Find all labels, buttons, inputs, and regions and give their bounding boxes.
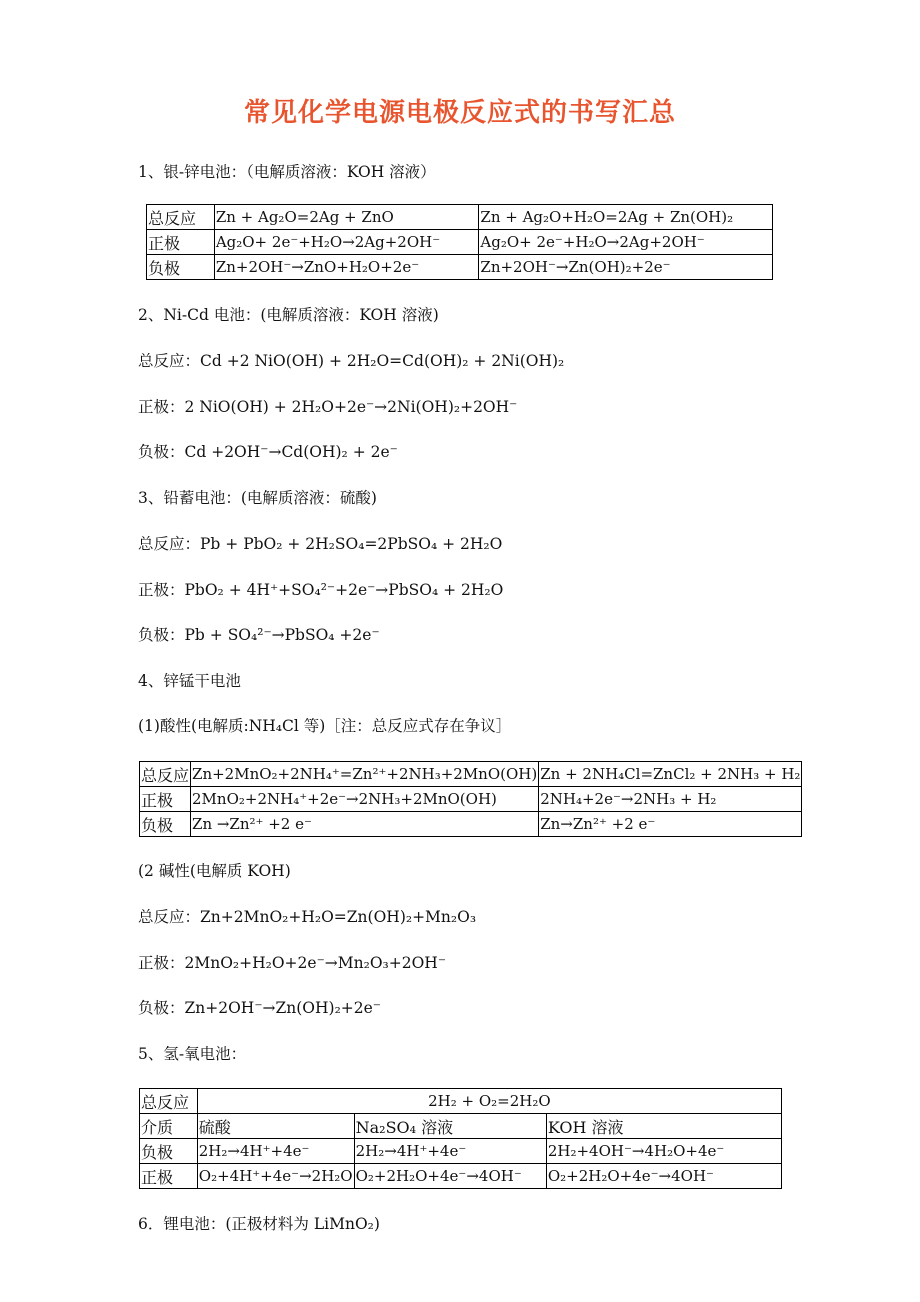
row-label: 总反应: [140, 1089, 198, 1114]
row-label: 总反应: [147, 205, 215, 230]
table-row: [140, 1114, 782, 1139]
cell: Zn→Zn²⁺ +2 e⁻: [539, 812, 802, 837]
cell: Zn →Zn²⁺ +2 e⁻: [191, 812, 539, 837]
cell: 2H₂→4H⁺+4e⁻: [197, 1139, 354, 1164]
row-label: 正极: [147, 230, 215, 255]
cell: O₂+2H₂O+4e⁻→4OH⁻: [546, 1164, 781, 1189]
zn-mn-acid-table: [139, 761, 802, 837]
s4-alkaline-heading: (2 碱性(电解质 KOH): [138, 862, 291, 880]
section-4-heading: 4、锌锰干电池: [138, 672, 241, 690]
cell: Zn+2OH⁻→ZnO+H₂O+2e⁻: [214, 255, 479, 280]
table-row: [140, 1164, 782, 1189]
s4-alk-negative: 负极：Zn+2OH⁻→Zn(OH)₂+2e⁻: [138, 999, 381, 1017]
cell: 2NH₄+2e⁻→2NH₃ + H₂: [539, 787, 802, 812]
h2-o2-table: [139, 1088, 782, 1189]
s2-negative: 负极：Cd +2OH⁻→Cd(OH)₂ + 2e⁻: [138, 443, 398, 461]
table-row: [140, 812, 802, 837]
table-row: [140, 787, 802, 812]
table-row: [140, 1139, 782, 1164]
s2-total: 总反应：Cd +2 NiO(OH) + 2H₂O=Cd(OH)₂ + 2Ni(OH)₂: [138, 352, 565, 370]
row-label: 总反应: [140, 762, 191, 787]
cell: Zn+2MnO₂+2NH₄⁺=Zn²⁺+2NH₃+2MnO(OH): [191, 762, 539, 787]
cell: 2H₂+4OH⁻→4H₂O+4e⁻: [546, 1139, 781, 1164]
s4-alk-positive: 正极：2MnO₂+H₂O+2e⁻→Mn₂O₃+2OH⁻: [138, 954, 446, 972]
table-row: [140, 1089, 782, 1114]
row-label: 正极: [140, 1164, 198, 1189]
s3-negative: 负极：Pb + SO₄²⁻→PbSO₄ +2e⁻: [138, 626, 380, 644]
table-row: [147, 230, 773, 255]
cell: 硫酸: [197, 1114, 354, 1139]
section-3-heading: 3、铅蓄电池：(电解质溶液：硫酸): [138, 489, 377, 507]
row-label: 负极: [140, 1139, 198, 1164]
cell: 2H₂→4H⁺+4e⁻: [354, 1139, 546, 1164]
cell: O₂+4H⁺+4e⁻→2H₂O: [197, 1164, 354, 1189]
ag-zn-table: [146, 204, 773, 280]
row-label: 正极: [140, 787, 191, 812]
cell: Ag₂O+ 2e⁻+H₂O→2Ag+2OH⁻: [479, 230, 773, 255]
cell: Na₂SO₄ 溶液: [354, 1114, 546, 1139]
table-row: [140, 762, 802, 787]
s4-acid-heading: (1)酸性(电解质:NH₄Cl 等)［注：总反应式存在争议］: [138, 717, 512, 735]
row-label: 负极: [147, 255, 215, 280]
s3-positive: 正极：PbO₂ + 4H⁺+SO₄²⁻+2e⁻→PbSO₄ + 2H₂O: [138, 581, 504, 599]
section-5-heading: 5、氢-氧电池：: [138, 1045, 247, 1063]
s3-total: 总反应：Pb + PbO₂ + 2H₂SO₄=2PbSO₄ + 2H₂O: [138, 535, 503, 553]
row-label: 介质: [140, 1114, 198, 1139]
row-label: 负极: [140, 812, 191, 837]
cell: Zn + Ag₂O+H₂O=2Ag + Zn(OH)₂: [479, 205, 773, 230]
table-row: [147, 205, 773, 230]
cell: Zn + Ag₂O=2Ag + ZnO: [214, 205, 479, 230]
cell: KOH 溶液: [546, 1114, 781, 1139]
section-2-heading: 2、Ni-Cd 电池：(电解质溶液：KOH 溶液): [138, 306, 439, 324]
cell: Zn + 2NH₄Cl=ZnCl₂ + 2NH₃ + H₂: [539, 762, 802, 787]
section-1-heading: 1、银-锌电池：（电解质溶液：KOH 溶液）: [138, 163, 436, 181]
cell: 2MnO₂+2NH₄⁺+2e⁻→2NH₃+2MnO(OH): [191, 787, 539, 812]
cell: Ag₂O+ 2e⁻+H₂O→2Ag+2OH⁻: [214, 230, 479, 255]
section-6-heading: 6．锂电池：(正极材料为 LiMnO₂): [138, 1215, 380, 1233]
s2-positive: 正极：2 NiO(OH) + 2H₂O+2e⁻→2Ni(OH)₂+2OH⁻: [138, 398, 518, 416]
cell: O₂+2H₂O+4e⁻→4OH⁻: [354, 1164, 546, 1189]
table-row: [147, 255, 773, 280]
cell: Zn+2OH⁻→Zn(OH)₂+2e⁻: [479, 255, 773, 280]
document-title: 常见化学电源电极反应式的书写汇总: [243, 98, 676, 128]
s4-alk-total: 总反应：Zn+2MnO₂+H₂O=Zn(OH)₂+Mn₂O₃: [138, 908, 477, 926]
total-reaction: 2H₂ + O₂=2H₂O: [197, 1089, 781, 1114]
